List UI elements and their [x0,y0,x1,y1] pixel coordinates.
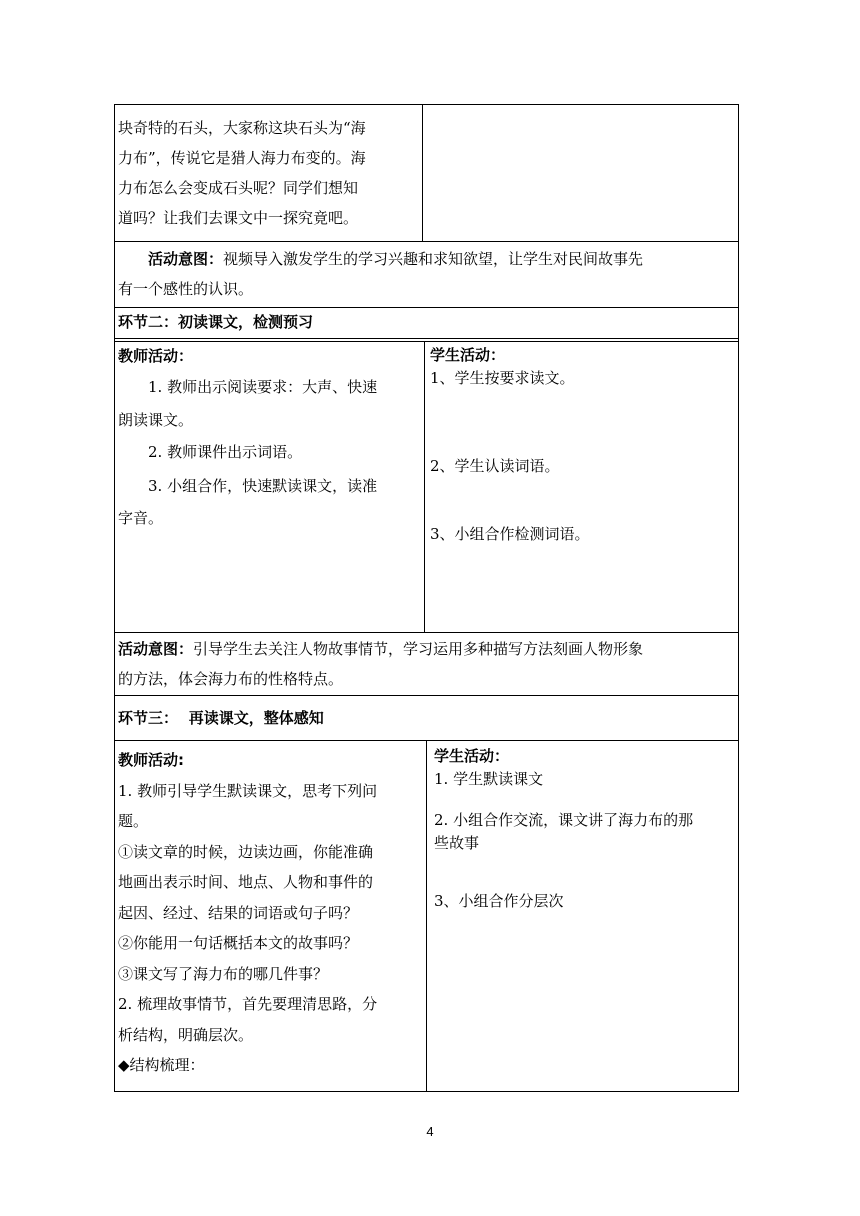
student-step: 1、学生按要求读文。 [430,369,575,387]
activity-intent-2 [118,634,734,694]
teacher-step: ②你能用一句话概括本文的故事吗？ [118,934,359,952]
page-number: 4 [426,1124,434,1139]
teacher-activity-cell [118,745,424,1081]
teacher-step: 地画出表示时间、地点、人物和事件的 [118,873,374,891]
intent-text: 视频导入激发学生的学习兴趣和求知欲望，让学生对民间故事先 [223,250,644,268]
section-2-header [118,308,734,336]
teacher-step: 2. 教师课件出示词语。 [148,443,303,461]
intro-line: 块奇特的石头，大家称这块石头为“海 [118,119,366,137]
section-title: 再读课文，整体感知 [188,709,324,727]
teacher-activity-cell [118,342,420,533]
intent-label: 活动意图： [118,640,194,658]
activity-intent-1 [118,244,734,304]
teacher-step: ◆结构梳理： [118,1056,205,1074]
teacher-step: 朗读课文。 [118,411,194,429]
student-activity-cell [430,342,734,544]
intent-text: 引导学生去关注人物故事情节，学习运用多种描写方法刻画人物形象 [193,640,644,658]
student-step: 2、学生认读词语。 [430,457,560,475]
teacher-step: 1. 教师引导学生默读课文，思考下列问 [118,781,378,800]
intent-text-continued: 有一个感性的认识。 [118,280,254,298]
teacher-step: 3. 小组合作，快速默读课文，读准 [148,477,378,495]
intro-line: 力布”，传说它是猎人海力布变的。海 [118,149,366,167]
table-border-right [738,104,739,1092]
section-3-header [118,704,734,732]
teacher-activity-label: 教师活动： [118,347,194,365]
teacher-step: 字音。 [118,509,164,527]
row-divider [114,241,739,242]
table-border-top [114,104,739,105]
column-divider [426,740,427,1091]
student-activity-cell [434,744,734,912]
student-activity-label: 学生活动： [430,346,506,364]
row-divider [114,338,739,339]
row-divider [114,632,739,633]
teacher-activity-label: 教师活动: [118,751,184,769]
intro-line: 力布怎么会变成石头呢？同学们想知 [118,179,359,197]
student-step: 2. 小组合作交流，课文讲了海力布的那 [434,811,694,829]
teacher-step: ③课文写了海力布的哪几件事？ [118,964,329,983]
student-activity-label: 学生活动： [434,747,510,765]
student-step: 1. 学生默读课文 [434,770,544,788]
section-prefix: 环节三： [118,709,179,727]
student-step: 些故事 [434,834,480,852]
intent-text-continued: 的方法，体会海力布的性格特点。 [118,670,344,688]
column-divider [424,341,425,632]
table-border-bottom [114,1091,739,1092]
intro-line: 道吗？让我们去课文中一探究竟吧。 [118,209,359,227]
table-border-left [114,104,115,1092]
section-title: 环节二：初读课文，检测预习 [118,313,314,331]
row-divider [114,695,739,696]
teacher-step: ①读文章的时候，边读边画，你能准确 [118,842,374,861]
teacher-step: 题。 [118,812,149,830]
teacher-step: 2. 梳理故事情节，首先要理清思路，分 [118,995,378,1013]
student-step: 3、小组合作检测词语。 [430,525,590,543]
column-divider [422,104,423,241]
teacher-step: 1. 教师出示阅读要求：大声、快速 [148,378,378,396]
student-step: 3、小组合作分层次 [434,892,564,910]
teacher-step: 析结构，明确层次。 [118,1025,254,1044]
teacher-step: 起因、经过、结果的词语或句子吗？ [118,903,359,922]
intro-text-cell [118,113,420,233]
intent-label: 活动意图： [148,250,224,268]
